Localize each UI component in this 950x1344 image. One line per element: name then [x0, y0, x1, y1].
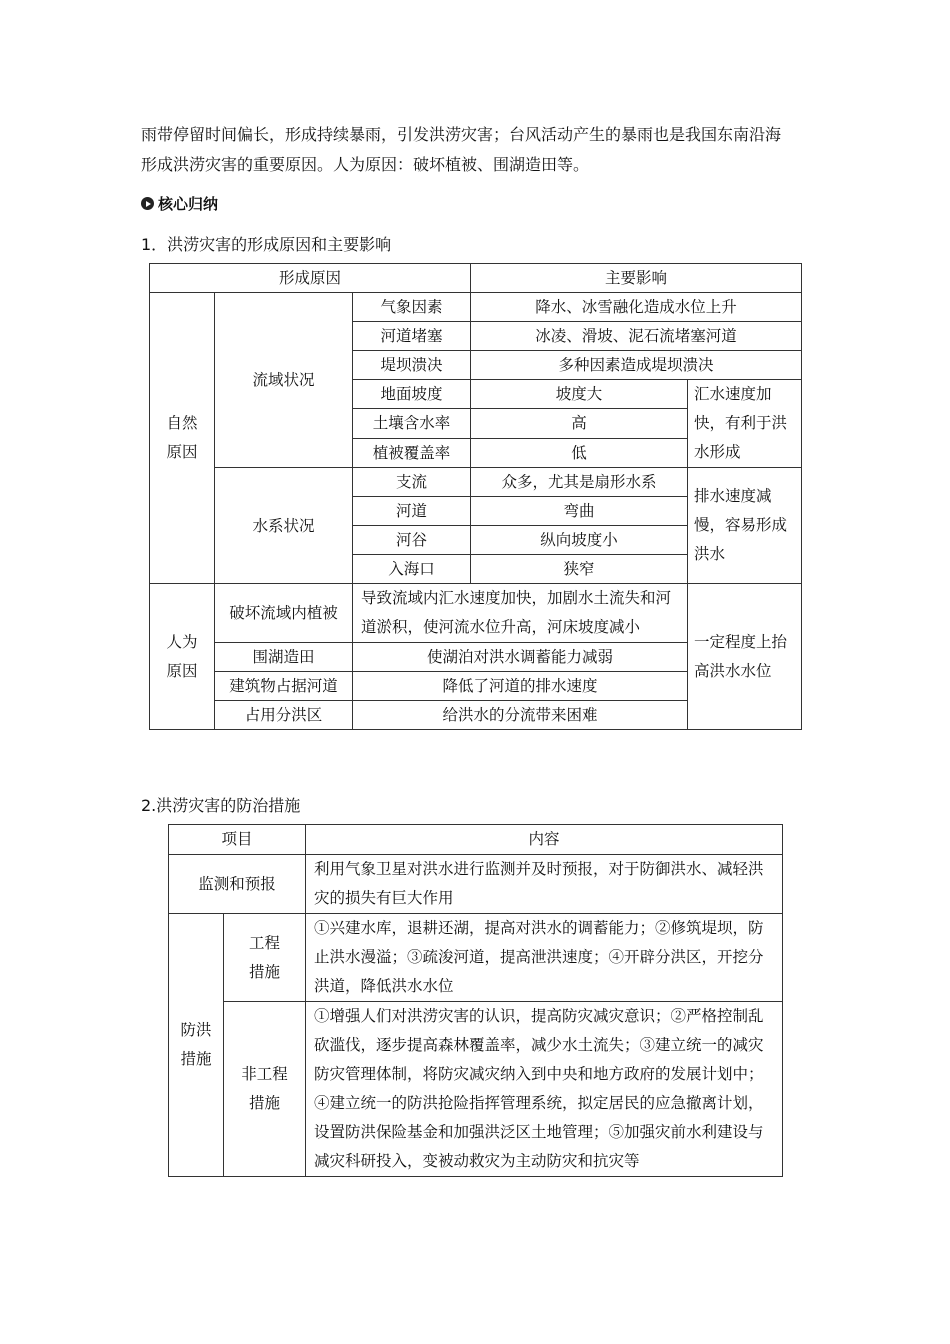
section-title: 核心归纳: [158, 195, 219, 213]
table-row: [150, 584, 802, 643]
factor-cell: 河谷: [353, 526, 471, 555]
effect-cell: 坡度大: [471, 380, 688, 409]
table-row: [169, 1002, 783, 1177]
table-header-row: [169, 825, 783, 855]
factor-cell: 建筑物占据河道: [215, 672, 353, 701]
effect-cell: 纵向坡度小: [471, 526, 688, 555]
effect-cell: 导致流域内汇水速度加快，加剧水土流失和河道淤积，使河流水位升高，河床坡度减小: [353, 584, 688, 643]
header-content: 内容: [306, 825, 783, 855]
effect-cell: 给洪水的分流带来困难: [353, 701, 688, 730]
effect-cell: 高: [471, 409, 688, 438]
flood-control-label: 防洪措施: [169, 914, 224, 1177]
factor-cell: 土壤含水率: [353, 409, 471, 438]
effect-cell: 狭窄: [471, 555, 688, 584]
table-row: [150, 293, 802, 322]
factor-cell: 入海口: [353, 555, 471, 584]
table-row: [169, 855, 783, 914]
non-engineering-label: 非工程措施: [224, 1002, 306, 1177]
merged-effect-human: 一定程度上抬高洪水水位: [688, 584, 802, 730]
engineering-label: 工程措施: [224, 914, 306, 1002]
section-header: [141, 193, 218, 214]
table-header-row: [150, 264, 802, 293]
factor-cell: 气象因素: [353, 293, 471, 322]
effect-cell: 弯曲: [471, 497, 688, 526]
non-engineering-content: ①增强人们对洪涝灾害的认识，提高防灾减灾意识；②严格控制乱砍滥伐，逐步提高森林覆盖率，减少水土流失；③建立统一的减灾防灾管理体制，将防灾减灾纳入到中央和地方政府的发展计划中；④建立统一的防洪抢险指挥管理系统，拟定居民的应急撤离计划，设置防洪保险基金和加强洪泛区土地管理；⑤加强灾前水利建设与减灾科研投入，变被动救灾为主动防灾和抗灾等: [306, 1002, 783, 1177]
header-cause: 形成原因: [150, 264, 471, 293]
merged-effect-river: 排水速度减慢，容易形成洪水: [688, 468, 802, 584]
header-item: 项目: [169, 825, 306, 855]
factor-cell: 破坏流域内植被: [215, 584, 353, 643]
factor-cell: 河道堵塞: [353, 322, 471, 351]
effect-cell: 多种因素造成堤坝溃决: [471, 351, 802, 380]
header-effect: 主要影响: [471, 264, 802, 293]
engineering-content: ①兴建水库，退耕还湖，提高对洪水的调蓄能力；②修筑堤坝，防止洪水漫溢；③疏浚河道，提高泄洪速度；④开辟分洪区，开挖分洪道，降低洪水水位: [306, 914, 783, 1002]
monitor-label: 监测和预报: [169, 855, 306, 914]
factor-cell: 地面坡度: [353, 380, 471, 409]
basin-label: 流域状况: [215, 293, 353, 468]
flood-cause-table: [149, 263, 802, 730]
intro-line-2: 形成洪涝灾害的重要原因。人为原因：破坏植被、围湖造田等。: [141, 155, 590, 174]
effect-cell: 众多，尤其是扇形水系: [471, 468, 688, 497]
natural-cause-label: 自然原因: [150, 293, 215, 584]
intro-line-1: 雨带停留时间偏长，形成持续暴雨，引发洪涝灾害；台风活动产生的暴雨也是我国东南沿海: [141, 125, 782, 144]
table-row: [169, 914, 783, 1002]
table1-heading: 1．洪涝灾害的形成原因和主要影响: [141, 235, 392, 254]
table-row: [150, 468, 802, 497]
table2-heading: 2.洪涝灾害的防治措施: [141, 796, 301, 815]
effect-cell: 低: [471, 438, 688, 467]
effect-cell: 降低了河道的排水速度: [353, 672, 688, 701]
effect-cell: 冰凌、滑坡、泥石流堵塞河道: [471, 322, 802, 351]
factor-cell: 占用分洪区: [215, 701, 353, 730]
monitor-content: 利用气象卫星对洪水进行监测并及时预报，对于防御洪水、减轻洪灾的损失有巨大作用: [306, 855, 783, 914]
factor-cell: 堤坝溃决: [353, 351, 471, 380]
effect-cell: 降水、冰雪融化造成水位上升: [471, 293, 802, 322]
effect-cell: 使湖泊对洪水调蓄能力减弱: [353, 643, 688, 672]
merged-effect-basin: 汇水速度加快，有利于洪水形成: [688, 380, 802, 468]
factor-cell: 河道: [353, 497, 471, 526]
river-system-label: 水系状况: [215, 468, 353, 584]
play-circle-icon: [141, 197, 154, 210]
flood-prevention-table: [168, 824, 783, 1177]
factor-cell: 支流: [353, 468, 471, 497]
factor-cell: 植被覆盖率: [353, 438, 471, 467]
human-cause-label: 人为原因: [150, 584, 215, 730]
factor-cell: 围湖造田: [215, 643, 353, 672]
intro-paragraph: [141, 120, 821, 180]
